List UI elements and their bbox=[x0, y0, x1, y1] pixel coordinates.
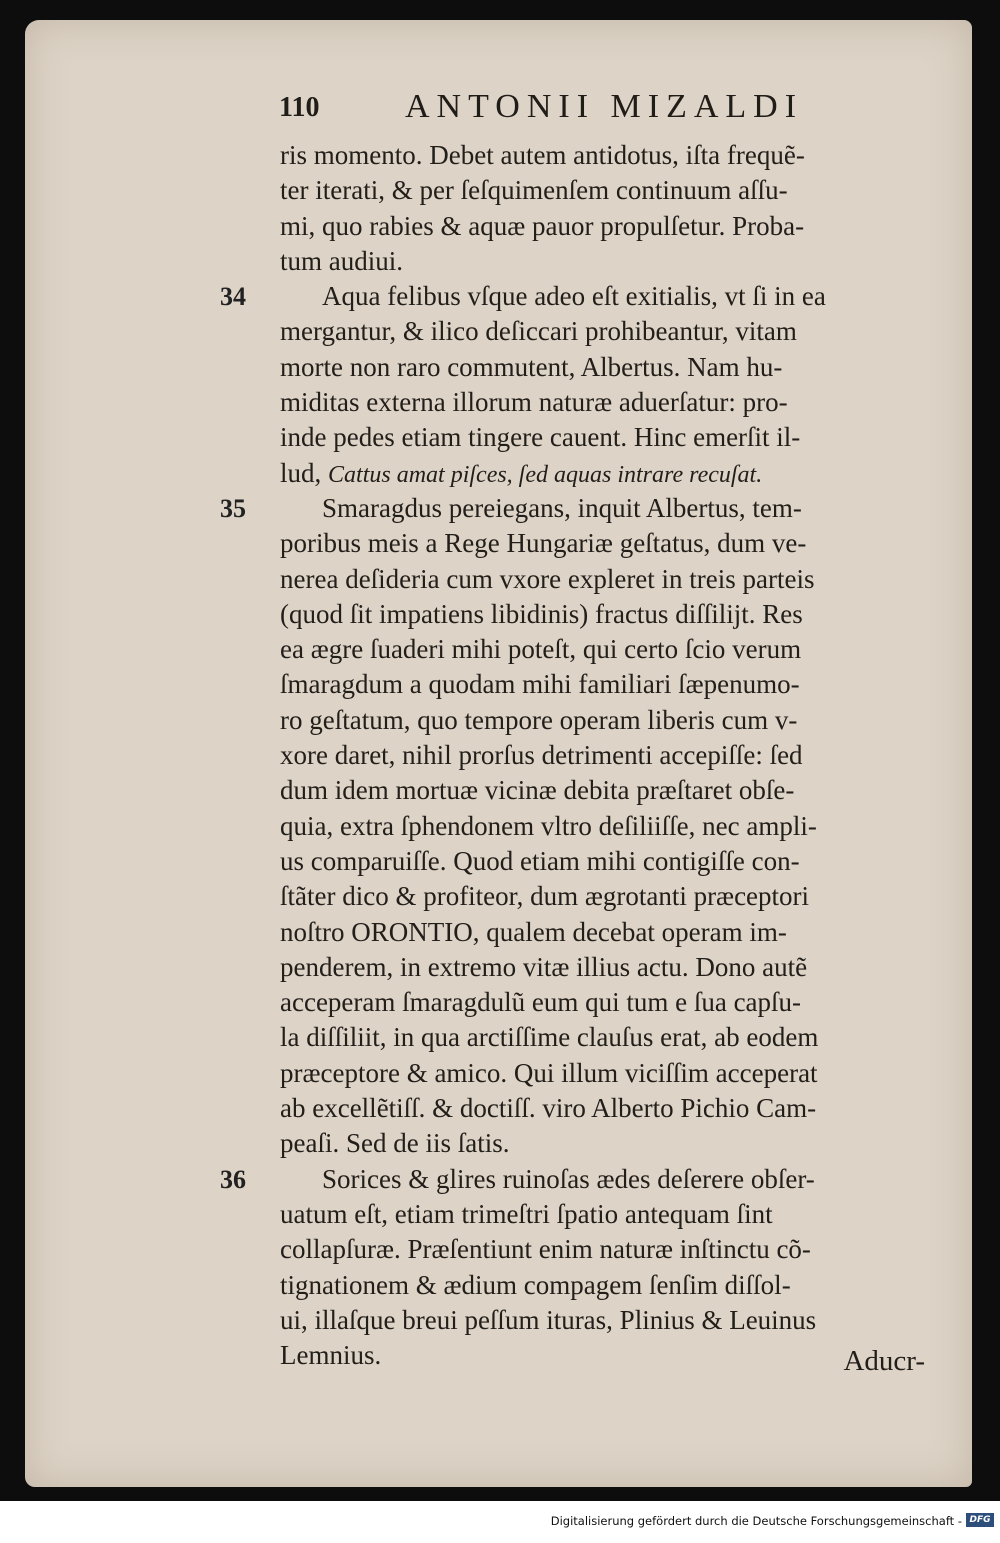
catchword: Aducr- bbox=[843, 1345, 925, 1377]
line-text: ter iterati, & per ſeſquimenſem continuum aſſu- bbox=[280, 175, 788, 206]
text-line bbox=[280, 1268, 970, 1303]
line-text: ea ægre ſuaderi mihi poteſt, qui certo ſcio verum bbox=[280, 634, 802, 665]
paragraph-number: 36 bbox=[220, 1164, 246, 1194]
line-text: la diſſiliit, in qua arctiſſime clauſus erat, ab eodem bbox=[280, 1022, 819, 1053]
line-text: inde pedes etiam tingere cauent. Hinc emerſit il- bbox=[280, 422, 801, 453]
line-text: mergantur, & ilico deſiccari prohibeantur, vitam bbox=[280, 316, 797, 347]
text-line bbox=[280, 526, 970, 561]
line-text: penderem, in extremo vitæ illius actu. Dono autẽ bbox=[280, 951, 808, 982]
book-page bbox=[25, 20, 972, 1487]
text-line bbox=[280, 209, 970, 244]
text-line bbox=[280, 703, 970, 738]
line-text: præceptore & amico. Qui illum viciſſim acceperat bbox=[280, 1057, 818, 1088]
line-text: lud, bbox=[280, 457, 329, 488]
text-line bbox=[280, 456, 970, 491]
text-line bbox=[280, 597, 970, 632]
text-line bbox=[280, 879, 970, 914]
line-text: ſtãter dico & profiteor, dum ægrotanti præceptori bbox=[280, 881, 810, 912]
text-line bbox=[280, 562, 970, 597]
paragraph-number: 34 bbox=[220, 282, 246, 312]
line-text: ſmaragdum a quodam mihi familiari ſæpenumo- bbox=[280, 669, 800, 700]
line-text: Aqua felibus vſque adeo eſt exitialis, vt ſi in ea bbox=[322, 281, 826, 312]
funding-notice: Digitalisierung gefördert durch die Deutsche Forschungsgemeinschaft - bbox=[550, 1514, 962, 1528]
line-text: acceperam ſmaragdulũ eum qui tum e ſua capſu- bbox=[280, 987, 802, 1018]
running-title: ANTONII MIZALDI bbox=[405, 88, 804, 125]
text-line bbox=[280, 385, 970, 420]
line-text: Smaragdus pereiegans, inquit Albertus, tem- bbox=[322, 492, 802, 523]
line-text: ui, illaſque breui peſſum ituras, Plinius & Leuinus bbox=[280, 1304, 817, 1335]
line-text: tignationem & ædium compagem ſenſim diſſol- bbox=[280, 1269, 791, 1300]
line-text: tum audiui. bbox=[280, 245, 403, 276]
text-line bbox=[280, 1091, 970, 1126]
line-text: ro geſtatum, quo tempore operam liberis cum v- bbox=[280, 704, 798, 735]
text-line bbox=[280, 314, 970, 349]
line-text: morte non raro commutent, Albertus. Nam hu- bbox=[280, 351, 783, 382]
text-line bbox=[280, 738, 970, 773]
text-line bbox=[280, 1126, 970, 1161]
text-line bbox=[280, 809, 970, 844]
text-line bbox=[220, 491, 970, 526]
dfg-logo-icon: DFG bbox=[966, 1513, 994, 1527]
text-line bbox=[280, 173, 970, 208]
text-line bbox=[280, 1303, 970, 1338]
text-line bbox=[280, 667, 970, 702]
text-line bbox=[280, 1020, 970, 1055]
line-text: poribus meis a Rege Hungariæ geſtatus, dum ve- bbox=[280, 528, 807, 559]
text-line bbox=[280, 632, 970, 667]
line-text: Sorices & glires ruinoſas ædes deſerere obſer- bbox=[322, 1163, 815, 1194]
proverb-quote: Cattus amat piſces, ſed aquas intrare recuſat. bbox=[328, 461, 763, 488]
footer-bar bbox=[0, 1501, 1000, 1543]
text-line bbox=[280, 915, 970, 950]
text-line bbox=[280, 244, 970, 279]
line-text: collapſuræ. Præſentiunt enim naturæ inſtinctu cõ- bbox=[280, 1234, 811, 1265]
text-line bbox=[280, 950, 970, 985]
text-line bbox=[280, 420, 970, 455]
line-text: xore daret, nihil prorſus detrimenti accepiſſe: ſed bbox=[280, 740, 803, 771]
line-text: peaſi. Sed de iis ſatis. bbox=[280, 1128, 510, 1159]
text-line bbox=[280, 1197, 970, 1232]
line-text: nerea deſideria cum vxore expleret in treis parteis bbox=[280, 563, 815, 594]
line-text: ris momento. Debet autem antidotus, iſta frequẽ- bbox=[280, 140, 805, 170]
line-text: us comparuiſſe. Quod etiam mihi contigiſſe con- bbox=[280, 845, 800, 876]
body-text bbox=[220, 138, 970, 1373]
text-line bbox=[280, 773, 970, 808]
text-line bbox=[280, 1056, 970, 1091]
line-text: miditas externa illorum naturæ aduerſatur: pro- bbox=[280, 387, 788, 418]
text-line bbox=[280, 138, 970, 173]
line-text: quia, extra ſphendonem vltro deſiliiſſe, nec ampli- bbox=[280, 810, 817, 841]
line-text: ab excellẽtiſſ. & doctiſſ. viro Alberto Pichio Cam- bbox=[280, 1093, 817, 1124]
text-line bbox=[220, 1162, 970, 1197]
line-text: uatum eſt, etiam trimeſtri ſpatio antequam ſint bbox=[280, 1198, 773, 1229]
line-text: Lemnius. bbox=[280, 1340, 382, 1371]
text-line bbox=[220, 279, 970, 314]
text-line bbox=[280, 844, 970, 879]
line-text: dum idem mortuæ vicinæ debita præſtaret obſe- bbox=[280, 775, 795, 806]
page-number: 110 bbox=[279, 92, 320, 123]
paragraph-number: 35 bbox=[220, 493, 246, 523]
line-text: (quod ſit impatiens libidinis) fractus diſſilijt. Res bbox=[280, 598, 803, 629]
running-head bbox=[255, 88, 895, 128]
text-line bbox=[280, 1232, 970, 1267]
line-text: noſtro ORONTIO, qualem decebat operam im- bbox=[280, 916, 787, 947]
line-text: mi, quo rabies & aquæ pauor propulſetur. Proba- bbox=[280, 210, 805, 241]
text-line bbox=[280, 985, 970, 1020]
text-line bbox=[280, 350, 970, 385]
